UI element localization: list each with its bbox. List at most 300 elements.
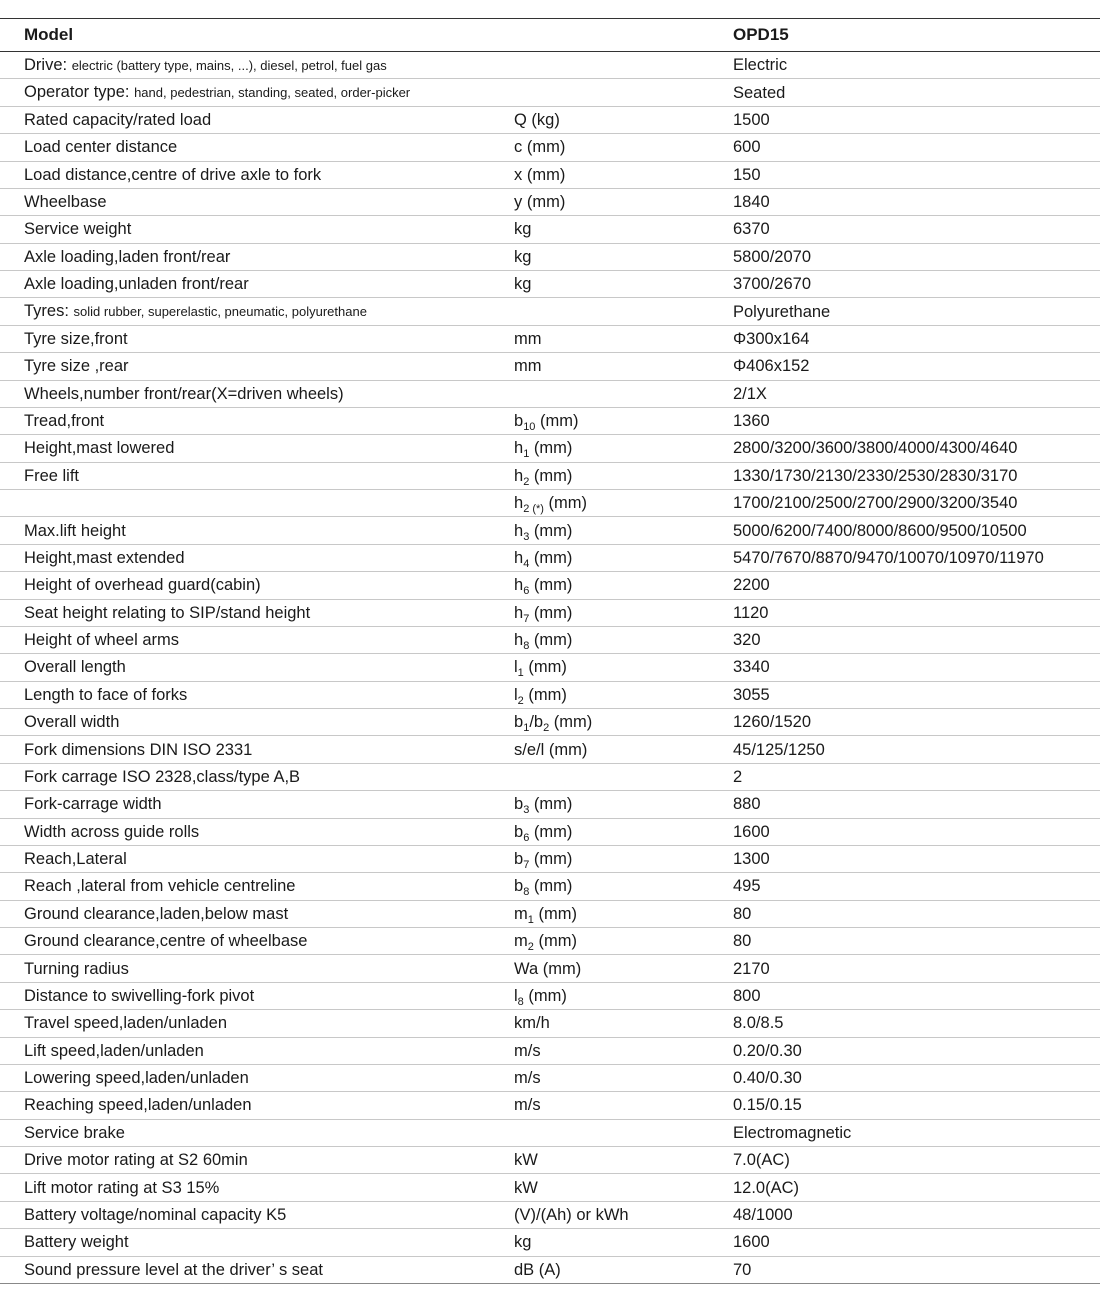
row-label-cell (0, 435, 514, 462)
table-row (0, 873, 1100, 900)
unit-symbol: h (514, 466, 524, 485)
row-value-cell (733, 982, 1100, 1009)
table-row (0, 380, 1100, 407)
row-label: Lift motor rating at S3 15% (24, 1178, 220, 1197)
row-label: Wheelbase (24, 193, 107, 212)
row-label: Load distance,centre of drive axle to fork (24, 165, 322, 184)
row-value-cell (733, 709, 1100, 736)
row-label-cell (0, 134, 514, 161)
table-row (0, 134, 1100, 161)
unit-symbol: l (514, 658, 518, 677)
row-label: Tyre size,front (24, 329, 128, 348)
table-row (0, 298, 1100, 325)
row-value: 1300 (733, 850, 770, 869)
row-value-cell (733, 928, 1100, 955)
table-row (0, 791, 1100, 818)
row-value: Electromagnetic (733, 1123, 852, 1142)
row-value-cell (733, 1092, 1100, 1119)
row-unit: Q (kg) (514, 110, 560, 129)
row-value: 1360 (733, 412, 770, 431)
row-label-cell (0, 763, 514, 790)
table-row (0, 243, 1100, 270)
row-unit-cell (514, 572, 733, 599)
table-row (0, 1201, 1100, 1228)
unit-symbol: b (514, 713, 524, 732)
row-unit-cell (514, 1256, 733, 1283)
row-label-cell (0, 955, 514, 982)
row-value: 8.0/8.5 (733, 1014, 784, 1033)
row-label-cell (0, 298, 514, 325)
row-label: Battery voltage/nominal capacity K5 (24, 1205, 287, 1224)
unit-symbol: h (514, 521, 524, 540)
row-unit-cell (514, 325, 733, 352)
row-unit-cell (514, 134, 733, 161)
row-value: 3055 (733, 685, 770, 704)
row-value-cell (733, 572, 1100, 599)
unit-suffix: (mm) (529, 877, 573, 896)
row-unit-cell (514, 681, 733, 708)
row-label-cell (0, 79, 514, 106)
table-row (0, 955, 1100, 982)
unit-symbol: b (514, 877, 524, 896)
unit-suffix: (mm) (529, 795, 573, 814)
unit-suffix: (mm) (529, 548, 573, 567)
table-row (0, 1064, 1100, 1091)
row-label-cell (0, 407, 514, 434)
row-label: Overall length (24, 658, 126, 677)
row-label: Height,mast extended (24, 548, 185, 567)
unit-suffix: (mm) (529, 631, 573, 650)
row-value-cell (733, 1010, 1100, 1037)
row-label: Fork dimensions DIN ISO 2331 (24, 740, 253, 759)
row-value-cell (733, 517, 1100, 544)
unit-suffix: (mm) (523, 986, 567, 1005)
row-label-cell (0, 544, 514, 571)
unit-suffix: (mm) (529, 439, 573, 458)
row-unit-cell (514, 1037, 733, 1064)
row-value: 7.0(AC) (733, 1151, 790, 1170)
row-unit: kg (514, 275, 532, 294)
row-unit: kg (514, 247, 532, 266)
row-unit-cell (514, 79, 733, 106)
unit-subscript: 1 (523, 722, 530, 735)
row-value: 3340 (733, 658, 770, 677)
row-label: Service weight (24, 220, 132, 239)
row-value-cell (733, 1201, 1100, 1228)
row-value-cell (733, 626, 1100, 653)
row-value: 600 (733, 138, 761, 157)
row-label-cell (0, 353, 514, 380)
unit-symbol: m (514, 904, 528, 923)
row-label: Tyres: (24, 302, 69, 321)
unit-suffix: (mm) (535, 412, 579, 431)
row-label-note: electric (battery type, mains, ...), diesel, petrol, fuel gas (71, 57, 387, 73)
unit-suffix: (mm) (529, 466, 573, 485)
row-label: Free lift (24, 466, 80, 485)
row-label: Tyre size ,rear (24, 357, 129, 376)
row-value-cell (733, 407, 1100, 434)
unit-subscript: 3 (523, 804, 530, 817)
row-value: 2170 (733, 959, 770, 978)
unit-subscript: 2 (523, 475, 530, 488)
row-value: 3700/2670 (733, 275, 811, 294)
row-value-cell (733, 845, 1100, 872)
row-label: Wheels,number front/rear(X=driven wheels) (24, 384, 344, 403)
row-unit: Wa (mm) (514, 959, 582, 978)
row-label-cell (0, 1119, 514, 1146)
table-row (0, 490, 1100, 517)
unit-suffix: (mm) (529, 822, 573, 841)
row-label: Overall width (24, 713, 120, 732)
row-unit-cell (514, 462, 733, 489)
row-label: Ground clearance,laden,below mast (24, 904, 289, 923)
spec-table-body (0, 19, 1100, 1284)
row-unit: (V)/(Ah) or kWh (514, 1205, 629, 1224)
row-value-cell (733, 1147, 1100, 1174)
row-value-cell (733, 544, 1100, 571)
row-unit: mm (514, 329, 542, 348)
row-unit-cell (514, 1147, 733, 1174)
row-unit-cell (514, 1201, 733, 1228)
row-label: Fork carrage ISO 2328,class/type A,B (24, 767, 301, 786)
unit-symbol: b (514, 412, 524, 431)
row-value: 0.20/0.30 (733, 1041, 802, 1060)
unit-subscript: 10 (523, 421, 536, 434)
row-label-cell (0, 52, 514, 79)
row-unit: y (mm) (514, 193, 566, 212)
row-unit-cell (514, 380, 733, 407)
table-row (0, 982, 1100, 1009)
row-label-cell (0, 681, 514, 708)
unit-symbol-2: /b (529, 713, 544, 732)
row-unit-cell (514, 353, 733, 380)
unit-suffix: (mm) (533, 932, 577, 951)
table-row (0, 1256, 1100, 1283)
row-unit-cell (514, 654, 733, 681)
row-label: Max.lift height (24, 521, 126, 540)
row-unit: mm (514, 357, 542, 376)
row-value-cell (733, 325, 1100, 352)
row-value: 1120 (733, 603, 769, 622)
table-row (0, 818, 1100, 845)
row-value-cell (733, 763, 1100, 790)
table-row (0, 353, 1100, 380)
table-row (0, 216, 1100, 243)
row-label-cell (0, 325, 514, 352)
row-label-cell (0, 654, 514, 681)
row-label-cell (0, 1201, 514, 1228)
row-unit-cell (514, 544, 733, 571)
row-value-cell (733, 216, 1100, 243)
row-value: 80 (733, 904, 752, 923)
row-unit-cell (514, 216, 733, 243)
row-unit-cell (514, 161, 733, 188)
row-value-cell (733, 599, 1100, 626)
unit-suffix: (mm) (533, 904, 577, 923)
table-row (0, 161, 1100, 188)
row-unit-cell (514, 818, 733, 845)
row-value-cell (733, 873, 1100, 900)
unit-subscript: 8 (523, 640, 530, 653)
table-row (0, 900, 1100, 927)
row-unit-cell (514, 490, 733, 517)
row-label: Seat height relating to SIP/stand height (24, 603, 311, 622)
row-value: 1260/1520 (733, 713, 811, 732)
table-row (0, 462, 1100, 489)
row-label-cell (0, 188, 514, 215)
row-value: 48/1000 (733, 1205, 793, 1224)
row-label: Axle loading,laden front/rear (24, 247, 231, 266)
row-value-cell (733, 1256, 1100, 1283)
row-value: 5000/6200/7400/8000/8600/9500/10500 (733, 521, 1027, 540)
row-label-cell (0, 216, 514, 243)
table-row (0, 626, 1100, 653)
row-label: Ground clearance,centre of wheelbase (24, 932, 308, 951)
row-label-cell (0, 271, 514, 298)
row-unit-cell (514, 736, 733, 763)
row-value: 1330/1730/2130/2330/2530/2830/3170 (733, 466, 1018, 485)
row-unit: s/e/l (mm) (514, 740, 588, 759)
unit-symbol: l (514, 685, 518, 704)
row-value-cell (733, 79, 1100, 106)
row-value: 5470/7670/8870/9470/10070/10970/11970 (733, 548, 1044, 567)
row-unit-cell (514, 1010, 733, 1037)
row-unit-cell (514, 873, 733, 900)
row-value: 0.15/0.15 (733, 1096, 802, 1115)
row-unit-cell (514, 599, 733, 626)
unit-suffix: (mm) (529, 576, 573, 595)
row-value-cell (733, 791, 1100, 818)
row-label-cell (0, 572, 514, 599)
row-unit-cell (514, 982, 733, 1009)
table-row (0, 517, 1100, 544)
table-row (0, 325, 1100, 352)
row-label-cell (0, 1174, 514, 1201)
row-value-cell (733, 955, 1100, 982)
row-label: Load center distance (24, 138, 178, 157)
row-value: 1700/2100/2500/2700/2900/3200/3540 (733, 494, 1018, 513)
row-value: 800 (733, 986, 761, 1005)
table-row (0, 1174, 1100, 1201)
table-row (0, 52, 1100, 79)
unit-subscript: 2 (527, 941, 534, 954)
row-label: Axle loading,unladen front/rear (24, 275, 249, 294)
unit-subscript: 8 (517, 995, 524, 1008)
row-value-cell (733, 1119, 1100, 1146)
row-value-cell (733, 900, 1100, 927)
row-unit-cell (514, 845, 733, 872)
row-label-cell (0, 380, 514, 407)
table-row (0, 572, 1100, 599)
unit-subscript: 1 (527, 913, 534, 926)
table-row (0, 544, 1100, 571)
unit-subscript: 3 (523, 530, 530, 543)
row-label-cell (0, 709, 514, 736)
row-value: 80 (733, 932, 752, 951)
row-label: Height of overhead guard(cabin) (24, 576, 261, 595)
row-label-cell (0, 736, 514, 763)
table-row (0, 654, 1100, 681)
unit-subscript: 2 (517, 694, 524, 707)
row-label-cell (0, 900, 514, 927)
row-value-cell (733, 736, 1100, 763)
row-label: Drive motor rating at S2 60min (24, 1151, 248, 1170)
row-value-cell (733, 380, 1100, 407)
row-label: Lift speed,laden/unladen (24, 1041, 204, 1060)
row-value: Φ406x152 (733, 357, 810, 376)
row-value-cell (733, 490, 1100, 517)
row-label-cell (0, 1010, 514, 1037)
row-unit: m/s (514, 1069, 541, 1088)
row-unit-cell (514, 1119, 733, 1146)
row-unit-cell (514, 1174, 733, 1201)
table-row (0, 709, 1100, 736)
unit-symbol: m (514, 932, 528, 951)
row-value-cell (733, 353, 1100, 380)
row-unit-cell (514, 271, 733, 298)
table-row (0, 79, 1100, 106)
unit-subscript: 1 (517, 667, 524, 680)
row-unit-cell (514, 1092, 733, 1119)
row-value-cell (733, 243, 1100, 270)
row-label-cell (0, 1229, 514, 1256)
row-unit: m/s (514, 1096, 541, 1115)
row-label: Reach,Lateral (24, 850, 127, 869)
row-label-cell (0, 873, 514, 900)
unit-subscript: 6 (523, 585, 530, 598)
row-label-cell (0, 1064, 514, 1091)
table-row (0, 845, 1100, 872)
unit-symbol: h (514, 631, 524, 650)
row-value: 6370 (733, 220, 770, 239)
unit-subscript: 4 (523, 557, 530, 570)
row-value-cell (733, 1064, 1100, 1091)
unit-subscript-2: 2 (543, 722, 550, 735)
unit-subscript: 6 (523, 831, 530, 844)
row-unit-cell (514, 626, 733, 653)
table-row (0, 1119, 1100, 1146)
row-value: 12.0(AC) (733, 1178, 800, 1197)
row-label: Battery weight (24, 1233, 129, 1252)
row-unit: kW (514, 1178, 538, 1197)
row-label-cell (0, 845, 514, 872)
row-unit: x (mm) (514, 165, 566, 184)
row-unit: kg (514, 220, 532, 239)
unit-suffix: (mm) (543, 494, 588, 513)
row-unit-cell (514, 106, 733, 133)
table-row (0, 1092, 1100, 1119)
unit-suffix: (mm) (529, 850, 573, 869)
unit-symbol: h (514, 494, 524, 513)
row-value-cell (733, 435, 1100, 462)
row-label: Turning radius (24, 959, 129, 978)
table-row (0, 1037, 1100, 1064)
row-value: 1600 (733, 822, 770, 841)
row-value-cell (733, 161, 1100, 188)
row-label-note: hand, pedestrian, standing, seated, order-picker (134, 85, 411, 101)
row-value-cell (733, 1174, 1100, 1201)
unit-symbol: b (514, 850, 524, 869)
unit-suffix: (mm) (529, 603, 573, 622)
table-row (0, 1229, 1100, 1256)
row-label-cell (0, 490, 514, 517)
row-label: Fork-carrage width (24, 795, 162, 814)
table-row (0, 1010, 1100, 1037)
row-unit-cell (514, 243, 733, 270)
row-value-cell (733, 134, 1100, 161)
table-row (0, 271, 1100, 298)
row-unit: kg (514, 1233, 532, 1252)
row-value-cell (733, 654, 1100, 681)
unit-subscript: 7 (523, 859, 530, 872)
row-label: Drive: (24, 55, 68, 74)
row-value: 320 (733, 631, 761, 650)
row-value: 2200 (733, 576, 770, 595)
row-label-cell (0, 1092, 514, 1119)
row-unit-cell (514, 1064, 733, 1091)
row-value-cell (733, 1037, 1100, 1064)
row-label: Reach ,lateral from vehicle centreline (24, 877, 296, 896)
unit-symbol: h (514, 576, 524, 595)
row-unit-cell (514, 791, 733, 818)
row-label-cell (0, 1256, 514, 1283)
row-value: 1600 (733, 1233, 770, 1252)
row-label: Width across guide rolls (24, 822, 200, 841)
row-value: Φ300x164 (733, 329, 810, 348)
row-unit-cell (514, 435, 733, 462)
row-value: 2800/3200/3600/3800/4000/4300/4640 (733, 439, 1018, 458)
row-unit-cell (514, 955, 733, 982)
row-label: Reaching speed,laden/unladen (24, 1096, 252, 1115)
row-unit-cell (514, 188, 733, 215)
row-label: Distance to swivelling-fork pivot (24, 986, 255, 1005)
unit-symbol: b (514, 795, 524, 814)
unit-subscript: 2 (*) (523, 503, 544, 516)
unit-suffix: (mm) (549, 713, 593, 732)
row-label: Height of wheel arms (24, 631, 179, 650)
row-value: 2 (733, 767, 743, 786)
row-label-cell (0, 243, 514, 270)
spec-table (0, 18, 1100, 1284)
row-label: Sound pressure level at the driver’ s seat (24, 1260, 323, 1279)
unit-suffix: (mm) (523, 685, 567, 704)
row-value: 45/125/1250 (733, 740, 825, 759)
row-value: 1500 (733, 110, 770, 129)
unit-symbol: h (514, 439, 524, 458)
row-value: 880 (733, 795, 761, 814)
row-value-cell (733, 1229, 1100, 1256)
table-header-row (0, 19, 1100, 52)
row-label: Rated capacity/rated load (24, 110, 212, 129)
header-model-label: Model (0, 19, 514, 52)
row-label-cell (0, 599, 514, 626)
row-value-cell (733, 818, 1100, 845)
unit-symbol: b (514, 822, 524, 841)
row-value: 2/1X (733, 384, 767, 403)
row-label-cell (0, 462, 514, 489)
table-row (0, 407, 1100, 434)
unit-symbol: h (514, 603, 524, 622)
table-row (0, 736, 1100, 763)
row-value: 1840 (733, 193, 770, 212)
row-value: 495 (733, 877, 761, 896)
row-unit-cell (514, 517, 733, 544)
unit-suffix: (mm) (523, 658, 567, 677)
unit-symbol: l (514, 986, 518, 1005)
row-value: 70 (733, 1260, 752, 1279)
row-label-cell (0, 626, 514, 653)
row-value-cell (733, 188, 1100, 215)
